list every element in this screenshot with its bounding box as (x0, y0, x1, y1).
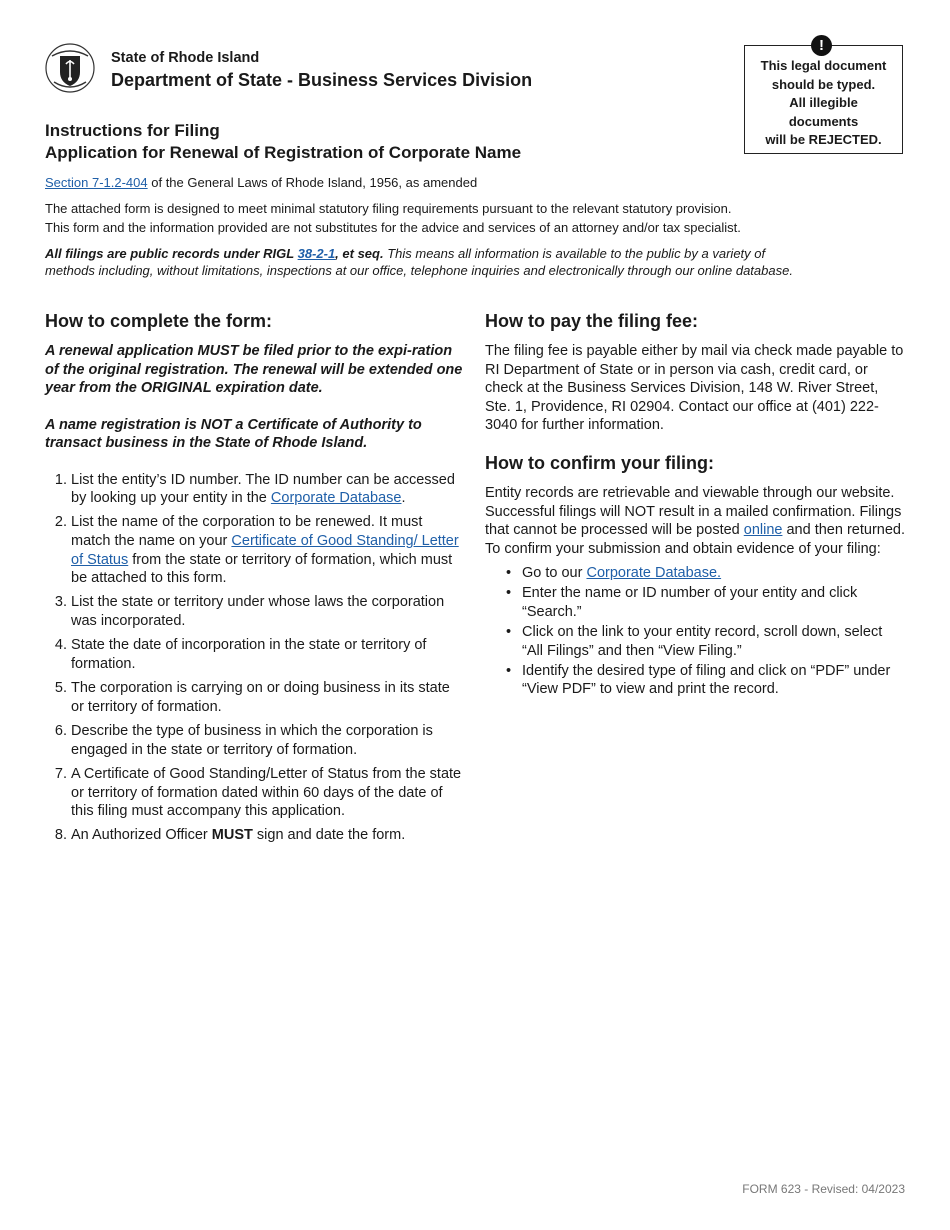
list-item: 2. List the name of the corporation to be renewed. It must match the name on your Certificate of Good Standing/ Letter of Status from the state or territory of formation, which must be attached to this form. (71, 513, 465, 587)
list-item: • Go to our Corporate Database. (522, 564, 905, 583)
list-item: • Click on the link to your entity record, scroll down, select “All Filings” and then “View Filing.” (522, 623, 905, 660)
statute-link[interactable]: Section 7-1.2-404 (45, 175, 148, 190)
form-revision-footer: FORM 623 - Revised: 04/2023 (742, 1182, 905, 1196)
confirm-steps-list (485, 564, 905, 699)
warning-line: will be REJECTED. (765, 132, 882, 147)
online-link[interactable]: online (743, 522, 783, 539)
pay-text: The filing fee is payable either by mail via check made payable to RI Department of State or in person via cash, credit card, or check at the Business Services Division, 148 W. River Street, Ste. 1, Providence, RI 02904. Contact our office at (401) 222-3040 for further information. (485, 343, 904, 434)
public-records-notice (45, 245, 815, 279)
exclamation-icon: ! (811, 35, 832, 56)
list-item: 8. An Authorized Officer MUST sign and date the form. (71, 826, 465, 845)
confirm-text: Entity records are retrievable and viewable through our website. Successful filings will NOT result in a mailed confirmation. Filings that cannot be processed will be posted online and then returned. To confirm your submission and obtain evidence of your filing: (485, 484, 905, 557)
list-item: 4. State the date of incorporation in the state or territory of formation. (71, 636, 465, 673)
page-subtitle: Application for Renewal of Registration of Corporate Name (45, 143, 522, 162)
list-item: • Identify the desired type of filing and click on “PDF” under “View PDF” to view and print the record. (522, 662, 905, 699)
renewal-emphasis: A renewal application MUST be filed prior to the expi-ration of the original registration. The renewal will be extended one year from the ORIGINAL expiration date. (45, 343, 463, 396)
corporate-database-link[interactable]: Corporate Database (270, 490, 402, 507)
pay-heading: How to pay the filing fee: (485, 311, 699, 331)
steps-list (45, 471, 465, 846)
list-item: 7. A Certificate of Good Standing/Letter of Status from the state or territory of formation dated within 60 days of the date of this filing must accompany this application. (71, 765, 465, 821)
list-item: 1. List the entity’s ID number. The ID number can be accessed by looking up your entity in the Corporate Database. (71, 471, 465, 508)
public-records-text: This means all information is available to the public by a variety of methods including, without limitations, inspections at our office, telephone inquiries and electronically through our online database. (45, 246, 793, 278)
statute-reference (45, 175, 477, 190)
warning-line: documents (788, 113, 859, 129)
header-department: Department of State - Business Services Division (111, 70, 533, 90)
public-records-bold: All filings are public records under RIGL (45, 246, 298, 261)
warning-line: This legal document (760, 58, 887, 73)
warning-line: All illegible (789, 95, 858, 110)
confirm-heading: How to confirm your filing: (485, 452, 714, 473)
state-seal-icon (44, 42, 96, 94)
complete-section (45, 311, 465, 851)
warning-line: should be typed. (771, 76, 876, 92)
rigl-link[interactable]: 38-2-1 (297, 246, 336, 261)
list-item: 3. List the state or territory under whose laws the corporation was incorporated. (71, 593, 465, 630)
good-standing-link[interactable]: Certificate of Good Standing/ Letter of Status (71, 532, 459, 568)
public-records-bold-suffix: , et seq. (335, 246, 384, 261)
certificate-emphasis: A name registration is NOT a Certificate of Authority to transact business in the State of Rhode Island. (45, 416, 422, 451)
header-state-name: State of Rhode Island (111, 50, 260, 66)
corporate-database-link-2[interactable]: Corporate Database. (586, 565, 722, 582)
warning-box (744, 45, 903, 154)
list-item: • Enter the name or ID number of your entity and click “Search.” (522, 584, 905, 621)
statute-text: of the General Laws of Rhode Island, 1956, as amended (147, 175, 478, 190)
list-item: 6. Describe the type of business in which the corporation is engaged in the state or territory of formation. (71, 722, 465, 759)
notice-line: This form and the information provided are not substitutes for the advice and services of an attorney and/or tax specialist. (45, 220, 741, 235)
list-item: 5. The corporation is carrying on or doing business in its state or territory of formation. (71, 679, 465, 716)
payment-and-confirm-section (485, 311, 905, 701)
notice-line: The attached form is designed to meet minimal statutory filing requirements pursuant to the relevant statutory provision. (45, 201, 732, 216)
complete-heading: How to complete the form: (45, 311, 273, 331)
notice (45, 199, 825, 237)
page-title: Instructions for Filing (45, 121, 220, 140)
